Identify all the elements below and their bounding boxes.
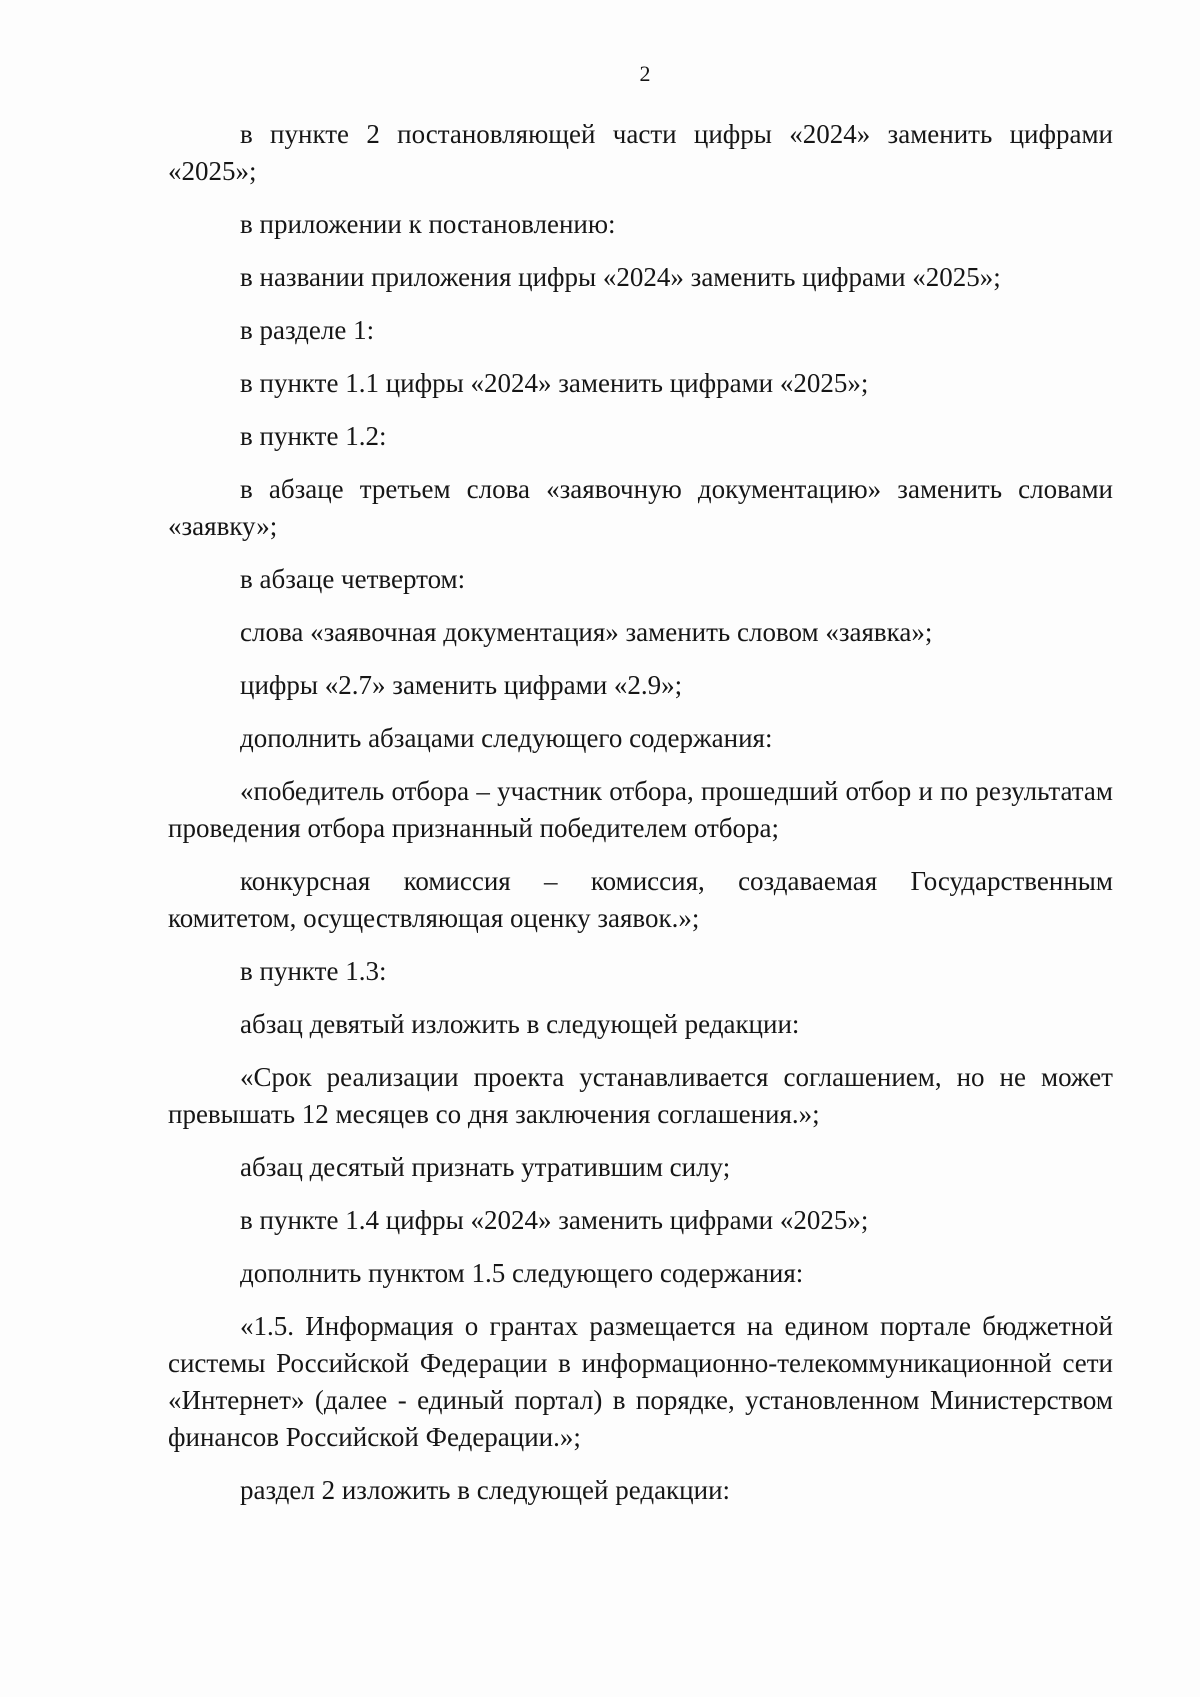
paragraph: в приложении к постановлению: [240, 209, 616, 239]
paragraph: в пункте 1.1 цифры «2024» заменить цифрами «2025»; [240, 368, 869, 398]
paragraph: в разделе 1: [240, 315, 375, 345]
paragraph: в пункте 2 постановляющей части цифры «2024» заменить цифрами «2025»; [168, 119, 1113, 186]
paragraph: в пункте 1.2: [240, 421, 387, 451]
page-number: 2 [639, 61, 651, 86]
paragraph: в названии приложения цифры «2024» заменить цифрами «2025»; [240, 262, 1001, 292]
paragraph: в пункте 1.4 цифры «2024» заменить цифрами «2025»; [240, 1205, 869, 1235]
paragraph: конкурсная комиссия – комиссия, создаваемая Государственным комитетом, осуществляющая оценку заявок.»; [168, 866, 1113, 933]
document-body [168, 116, 1113, 1525]
paragraph: «1.5. Информация о грантах размещается на едином портале бюджетной системы Российской Федерации в информационно-телекоммуникационной сети «Интернет» (далее - единый портал) в порядке, установленном Министерством финансов Российской Федерации.»; [168, 1311, 1113, 1452]
paragraph: «Срок реализации проекта устанавливается соглашением, но не может превышать 12 месяцев со дня заключения соглашения.»; [168, 1062, 1113, 1129]
paragraph: дополнить пунктом 1.5 следующего содержания: [240, 1258, 804, 1288]
paragraph: в абзаце четвертом: [240, 564, 466, 594]
paragraph: в пункте 1.3: [240, 956, 387, 986]
paragraph: слова «заявочная документация» заменить словом «заявка»; [240, 617, 933, 647]
paragraph: в абзаце третьем слова «заявочную документацию» заменить словами «заявку»; [168, 474, 1113, 541]
paragraph: «победитель отбора – участник отбора, прошедший отбор и по результатам проведения отбора признанный победителем отбора; [168, 776, 1113, 843]
paragraph: цифры «2.7» заменить цифрами «2.9»; [240, 670, 683, 700]
paragraph: абзац десятый признать утратившим силу; [240, 1152, 731, 1182]
paragraph: дополнить абзацами следующего содержания: [240, 723, 773, 753]
paragraph: раздел 2 изложить в следующей редакции: [240, 1475, 731, 1505]
paragraph: абзац девятый изложить в следующей редакции: [240, 1009, 800, 1039]
